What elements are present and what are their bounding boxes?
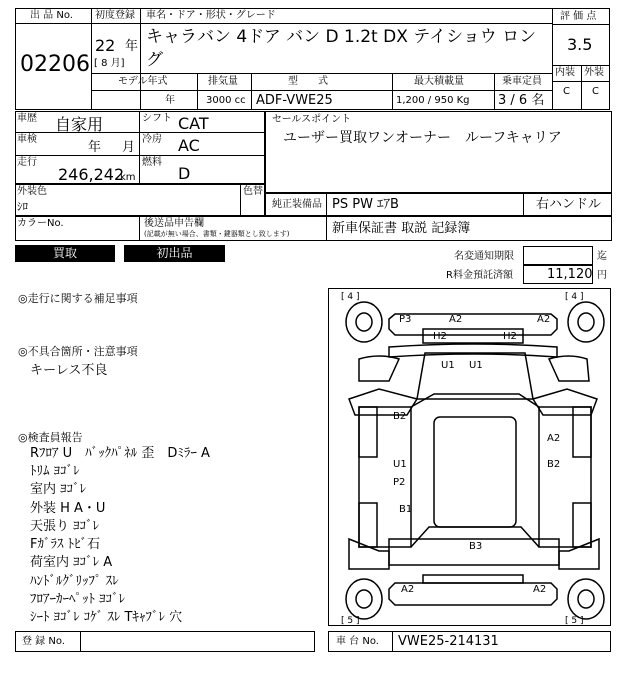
reg-no-label: 登 録 No. [22,636,65,647]
right-rear-panel [573,503,591,547]
mark-u1-b: U1 [469,360,483,371]
inspector-line: 荷室内 ﾖｺﾞﾚ A [30,555,113,570]
history-label: 車歴 [17,113,37,124]
tire-front-right-hub [578,313,594,331]
tire-front-left [346,302,382,342]
max-load-value: 1,200 / 950 Kg [396,95,470,106]
type-value: ADF-VWE25 [256,93,333,108]
tire-rear-right-hub [578,590,594,608]
rear-step [423,575,523,583]
displacement-value: 3000 cc [206,95,246,106]
name-change-label: 名変通知期限 [454,251,514,262]
front-right-fender-top [549,356,589,381]
vehicle-name-line1: キャラバン 4ドア バン D 1.2t DX テイショウ ロン [146,27,537,47]
inspector-line: ﾄﾘﾑ ﾖｺﾞﾚ [30,464,80,479]
lot-entry-button[interactable]: 初出品 [124,245,225,262]
defects-text: キーレス不良 [30,363,108,378]
history-value: 自家用 [55,115,104,134]
inspection-year-unit: 年 [88,140,102,155]
info-table-left [15,111,265,184]
car-outline [329,289,612,627]
docs-label: 後送品申告欄 [144,218,204,229]
displacement-label: 排気量 [208,76,238,87]
color-no-label: カラーNo. [17,218,64,229]
tire-front-left-hub [356,313,372,331]
max-load-label: 最大積載量 [414,76,464,87]
mark-a2-rear-left: A2 [401,584,415,595]
mark-u1-left: U1 [393,459,407,470]
defects-title: ◎不具合箇所・注意事項 [18,345,138,358]
ac-label: 冷房 [142,134,162,145]
roof-front-line [411,394,539,407]
roof-panel [434,417,516,527]
vehicle-name-line2: グ [146,50,163,70]
shift-value: CAT [178,114,209,133]
mark-a2-front-bumper: A2 [449,314,463,325]
first-reg-year: 22 [95,36,116,55]
tire-rear-right-label: [ 5 ] [565,616,584,626]
mark-b2-right: B2 [547,459,561,470]
ext-color-value: ｼﾛ [17,200,28,213]
inspector-line: 天張り ﾖｺﾞﾚ [30,519,100,534]
recycle-label: R料金預託済額 [446,270,513,281]
first-reg-label: 初度登録 [95,10,135,21]
repaint-label: 色替 [243,186,263,197]
lot-label: 出 品 No. [30,10,73,21]
inspector-line: Rﾌﾛｱ U ﾊﾞｯｸﾊﾟﾈﾙ 歪 Dﾐﾗｰ A [30,446,210,461]
tire-front-right [568,302,604,342]
mark-b2-left: B2 [393,411,407,422]
sales-point-value: ユーザー買取ワンオーナー ルーフキャリア [283,130,562,146]
vehicle-name-label: 車名・ドア・形状・グレード [146,10,276,21]
inspector-line: ﾌﾛｱｰｶｰﾍﾟｯﾄ ﾖｺﾞﾚ [30,592,126,607]
inspector-line: 室内 ﾖｺﾞﾚ [30,482,87,497]
mileage-value: 246,242 [58,165,125,184]
exterior-label: 外装 [584,67,604,78]
tire-front-left-label: [ 4 ] [341,292,360,302]
mark-a2-rear-right: A2 [533,584,547,595]
model-year-label: モデル年式 [118,76,168,87]
inspector-line: Fｶﾞﾗｽ ﾄﾋﾞ石 [30,537,101,552]
right-side-panel [539,407,591,547]
docs-note: (記載が無い場合、書類・鍵器類とし致します) [144,230,290,238]
front-bumper [389,314,557,335]
first-reg-month: [ 8 月] [94,58,125,69]
left-rear-panel [359,503,377,547]
tire-rear-left-label: [ 5 ] [341,616,360,626]
exterior-grade: C [592,86,599,97]
inspector-title: ◎検査員報告 [18,431,83,444]
score-label: 評 価 点 [560,11,597,22]
chassis-label: 車 台 No. [336,636,379,647]
inspection-label: 車検 [17,134,37,145]
score-value: 3.5 [567,35,593,54]
name-change-unit: 迄 [597,251,607,262]
driving-remarks-title: ◎走行に関する補足事項 [18,292,138,305]
docs-row [15,216,612,241]
right-mirror-area [533,389,597,415]
ac-value: AC [178,136,200,155]
tire-front-right-label: [ 4 ] [565,292,584,302]
mark-u1-a: U1 [441,360,455,371]
docs-value: 新車保証書 取説 記録簿 [332,221,471,236]
year-unit: 年 [125,39,139,54]
interior-grade: C [563,86,570,97]
rear-right-corner [559,539,599,569]
mark-h2-left: H2 [433,331,447,342]
mark-b3: B3 [469,541,483,552]
equipment-label: 純正装備品 [272,199,322,210]
type-label: 型 式 [288,76,328,87]
inspection-month-unit: 月 [122,140,136,155]
inspector-line: 外装 H A・U [30,501,106,516]
tire-rear-left-hub [356,590,372,608]
mark-a2-front-right: A2 [537,314,551,325]
steering-value: 右ハンドル [536,197,602,212]
mileage-unit: km [120,172,136,183]
buy-button[interactable]: 買取 [15,245,115,262]
chassis-number: VWE25-214131 [398,634,499,649]
mark-b1: B1 [399,504,413,515]
color-row-left [15,184,265,216]
lot-number: 02206 [20,52,90,77]
fuel-value: D [178,164,191,183]
mark-a2-right-side: A2 [547,433,561,444]
recycle-unit: 円 [597,270,607,281]
damage-diagram [328,288,611,626]
sales-point-label: セールスポイント [272,114,352,125]
hood [389,344,557,357]
name-change-box [523,246,593,265]
front-left-fender-top [359,356,399,381]
shift-label: シフト [142,113,172,124]
model-year-unit: 年 [165,95,175,106]
fuel-label: 燃料 [142,157,162,168]
tire-rear-left [346,579,382,619]
inspector-line: ｼｰﾄ ﾖｺﾞﾚ ｺｹﾞ ｽﾚ Tｷｬﾌﾞﾚ 穴 [30,610,183,625]
capacity-label: 乗車定員 [502,76,542,87]
recycle-amount: 11,120 [547,267,593,282]
mark-p3: P3 [399,314,412,325]
mileage-label: 走行 [17,157,37,168]
rear-left-corner [349,539,389,569]
mark-p2: P2 [393,477,406,488]
tire-rear-right [568,579,604,619]
ext-color-label: 外装色 [17,186,47,197]
interior-label: 内装 [555,67,575,78]
inspector-line: ﾊﾝﾄﾞﾙｸﾞﾘｯﾌﾟ ｽﾚ [30,574,119,589]
mark-h2-right: H2 [503,331,517,342]
capacity-value: 3 / 6 名 [498,93,545,108]
equipment-value: PS PW ｴｱB [332,197,399,212]
